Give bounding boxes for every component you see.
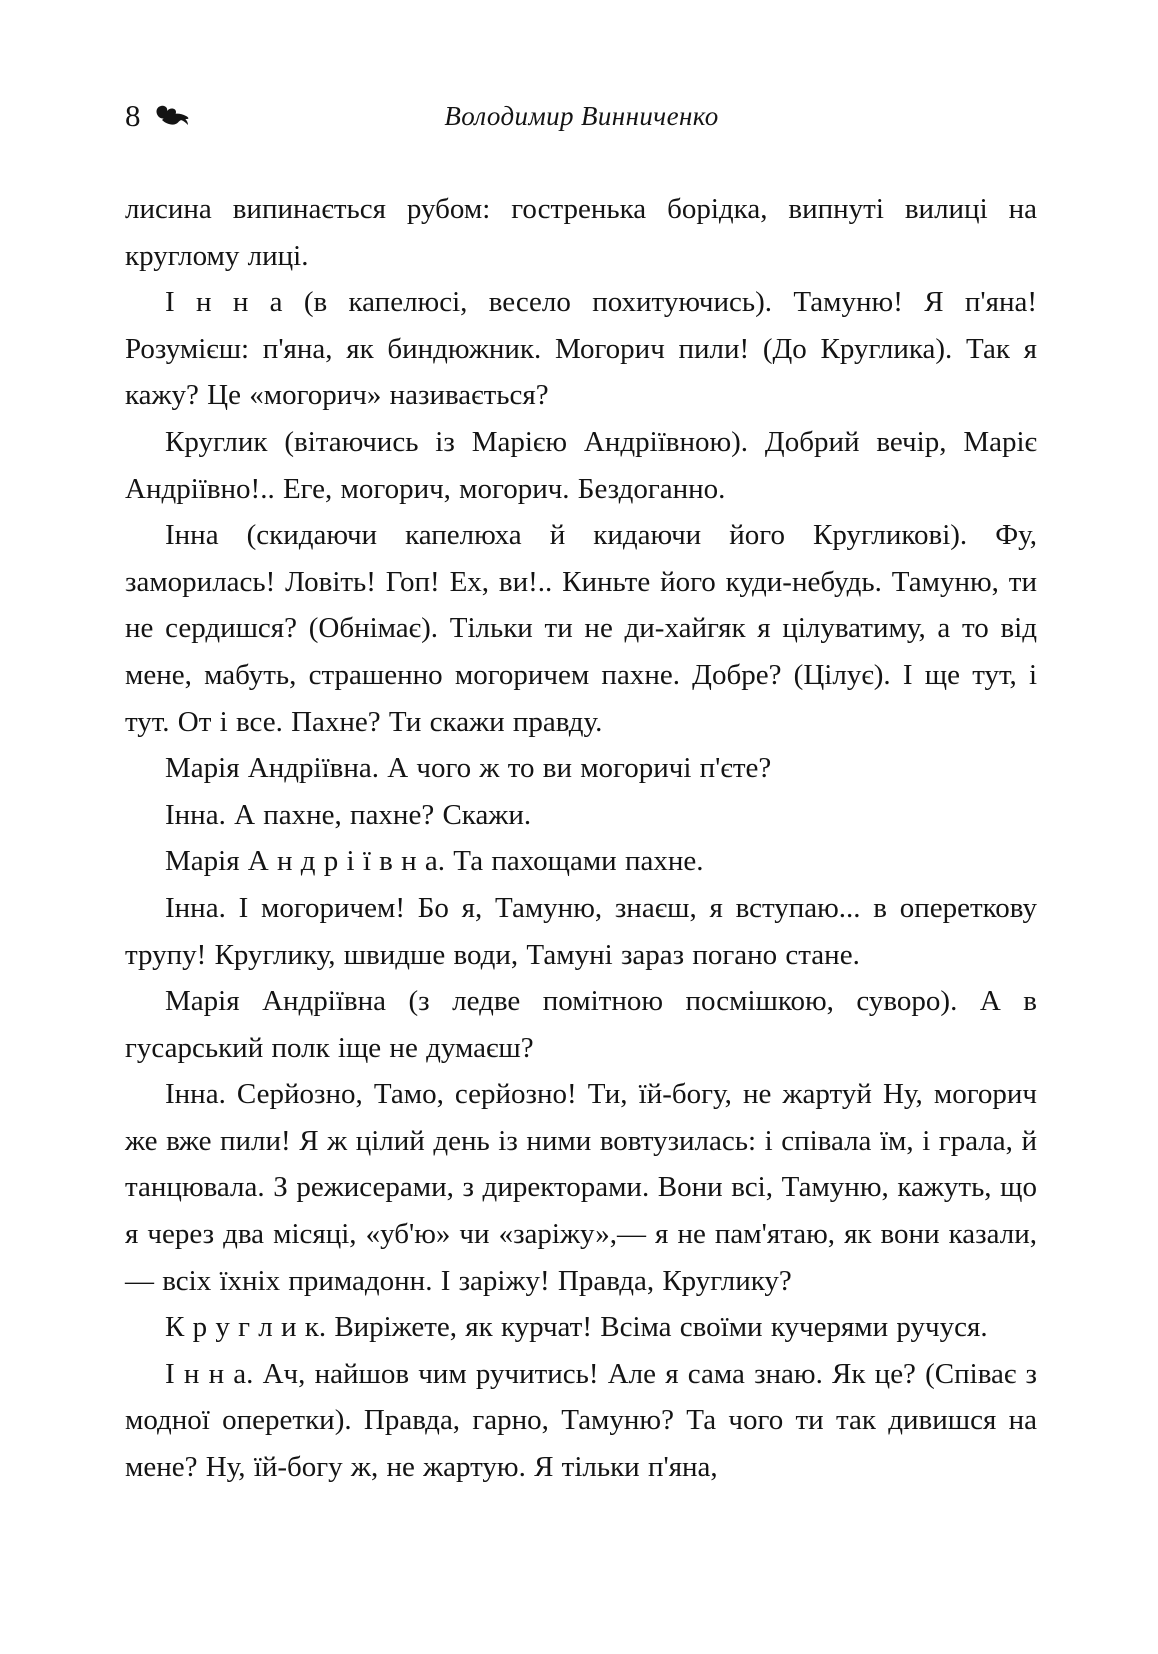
paragraph: Інна (скидаючи капелюха й кидаючи його Кругликові). Фу, заморилась! Ловіть! Гоп! Ех, ви!.. Киньте його куди-небудь. Тамуню, ти не сердишся? (Обнімає). Тільки ти не ди-хайгяк я цілуватиму, а то від мене, мабуть, страшенно могоричем пахне. Добре? (Цілує). І ще тут, і тут. От і все. Пахне? Ти скажи правду. <box>125 519 1037 738</box>
paragraph: Круглик (вітаючись із Марією Андріївною). Добрий вечір, Маріє Андріївно!.. Еге, могорич, могорич. Бездоганно. <box>125 425 1037 505</box>
paragraph: І н н а. Ач, найшов чим ручитись! Але я сама знаю. Як це? (Співає з модної оперетки). Правда, гарно, Тамуню? Та чого ти так дивишся на мене? Ну, їй-богу ж, не жартую. Я тільки п'яна, <box>125 1357 1037 1484</box>
paragraph: Марія Андріївна. А чого ж то ви могоричі п'єте? <box>165 752 772 785</box>
paragraph: лисина випинається рубом: гостренька борідка, випнуті вилиці на круглому лиці. <box>125 193 1037 272</box>
paragraph: Інна. А пахне, пахне? Скажи. <box>165 798 532 831</box>
paragraph: Інна. І могоричем! Бо я, Тамуню, знаєш, я вступаю... в опереткову трупу! Круглику, швидше води, Тамуні зараз погано стане. <box>125 891 1037 971</box>
page-number: 8 <box>125 98 141 133</box>
text-block <box>125 186 1037 1491</box>
paragraph: Марія Андріївна (з ледве помітною посмішкою, суворо). А в гусарський полк іще не думаєш? <box>125 985 1037 1064</box>
paragraph: І н н а (в капелюсі, весело похитуючись). Тамуню! Я п'яна! Розумієш: п'яна, як биндюжник. Могорич пили! (До Круглика). Так я кажу? Це «могорич» називається? <box>125 286 1037 412</box>
paragraph: Інна. Серйозно, Тамо, серйозно! Ти, їй-богу, не жартуй Ну, могорич же вже пили! Я ж цілий день із ними вовтузилась: і співала їм, і грала, й танцювала. З режисерами, з директорами. Вони всі, Тамуню, кажуть, що я через два місяці, «уб'ю» чи «заріжу»,— я не пам'ятаю, як вони казали,— всіх їхніх примадонн. І заріжу! Правда, Круглику? <box>125 1078 1037 1297</box>
running-title: Володимир Винниченко <box>444 101 719 131</box>
paragraph: К р у г л и к. Виріжете, як курчат! Всіма своїми кучерями ручуся. <box>165 1311 988 1344</box>
page-header <box>125 98 1038 144</box>
paragraph: Марія А н д р і ї в н а. Та пахощами пахне. <box>165 845 704 878</box>
